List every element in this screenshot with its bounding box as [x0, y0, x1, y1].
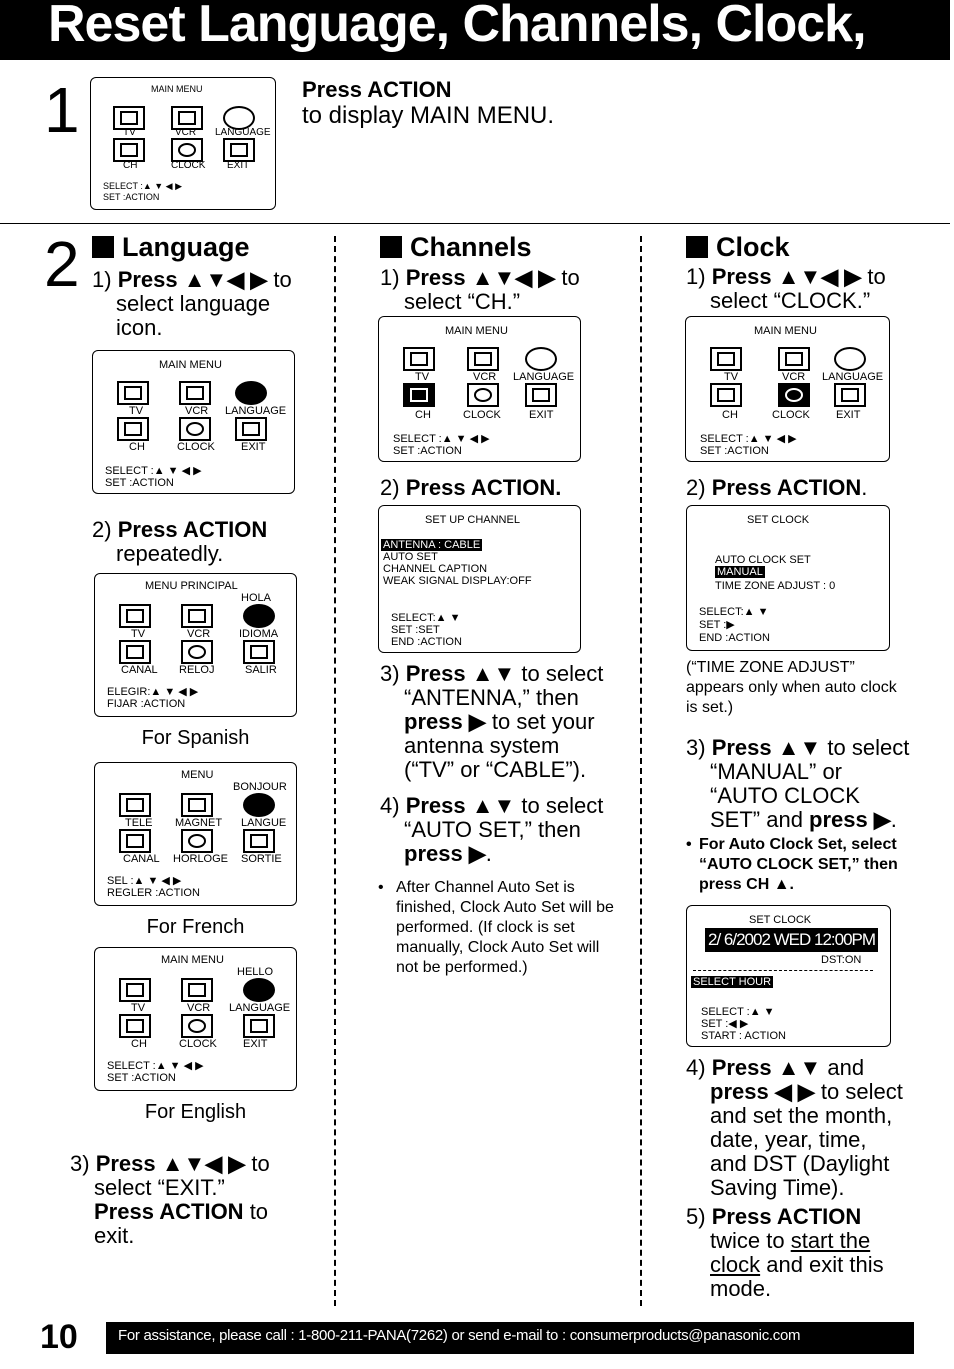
clock-label: CLOCK: [463, 409, 501, 421]
language-label: LANGUAGE: [215, 127, 271, 138]
step-text: select “EXIT.”: [94, 1175, 225, 1200]
clock-icon: [778, 383, 810, 407]
start-hint: START : ACTION: [701, 1030, 786, 1042]
main-menu-screen: [90, 77, 276, 210]
language-label: LANGUAGE: [513, 371, 575, 383]
language-step2: [92, 518, 322, 566]
tv-label: TV: [724, 371, 739, 383]
language-icon: [525, 347, 557, 371]
greeting-label: HOLA: [241, 592, 271, 604]
step-text: and exit this: [760, 1252, 884, 1277]
note-text: After Channel Auto Set is finished, Clock Auto Set will be performed. (If clock is set manually, Clock Auto Set will not be performed.): [396, 879, 614, 976]
separator: [693, 970, 873, 971]
vcr-icon: [181, 604, 213, 628]
screen-title: SET CLOCK: [749, 914, 812, 926]
exit-icon: [223, 138, 255, 162]
ch-label: CH: [722, 409, 738, 421]
screen-title: SET CLOCK: [747, 514, 810, 526]
exit-label: EXIT: [529, 409, 554, 421]
step-text: select “CLOCK.”: [710, 288, 871, 313]
french-caption: For French: [146, 916, 245, 938]
step-text: to select: [515, 793, 604, 818]
greeting-label: HELLO: [237, 966, 274, 978]
language-label: LANGUAGE: [822, 371, 884, 383]
select-hint: SELECT :▲ ▼ ◀ ▶: [107, 1060, 204, 1072]
select-hint: SELECT :▲ ▼ ◀ ▶: [393, 433, 490, 445]
clock-set-screen: [686, 905, 891, 1047]
step-text: to set your: [485, 709, 595, 734]
channels-note: [380, 878, 616, 978]
set-hint: SET :◀ ▶: [701, 1018, 749, 1030]
step-text-underlined: clock: [710, 1252, 761, 1277]
clock-label: HORLOGE: [173, 853, 229, 865]
clock-heading-text: Clock: [716, 232, 790, 262]
step-text: .: [861, 475, 868, 500]
antenna-icon: [119, 829, 151, 853]
language-step1: [92, 268, 322, 340]
square-bullet-icon: [380, 236, 402, 258]
step-text: to: [861, 264, 886, 289]
step-text: and: [821, 1055, 865, 1080]
step-action: Press ▲▼◀ ▶: [405, 265, 556, 290]
screen-title: MAIN MENU: [161, 954, 224, 966]
column-divider-1: [334, 236, 336, 1306]
antenna-icon: [113, 138, 145, 162]
step-action: press ▶: [809, 807, 891, 832]
language-icon: [834, 347, 866, 371]
tv-icon: [710, 347, 742, 371]
select-hour-highlight: SELECT HOUR: [693, 976, 772, 988]
set-hint: SET :ACTION: [393, 445, 462, 457]
language-label: LANGUAGE: [229, 1002, 291, 1014]
step-action: Press ▲▼: [711, 735, 822, 760]
step-index: 1): [92, 267, 118, 292]
weak-signal-option: WEAK SIGNAL DISPLAY:OFF: [383, 575, 532, 587]
screen-title: MAIN MENU: [754, 325, 817, 337]
end-hint: END :ACTION: [391, 636, 462, 648]
ch-label: CH: [131, 1038, 147, 1050]
tv-icon: [119, 793, 151, 817]
channels-heading: [380, 232, 532, 263]
step-action: Press ACTION: [94, 1199, 244, 1224]
language-label: LANGUE: [241, 817, 287, 829]
page-number: 10: [40, 1318, 78, 1356]
step-index: 2): [380, 475, 406, 500]
antenna-icon: [117, 417, 149, 441]
step-action: Press ▲▼◀ ▶: [95, 1151, 246, 1176]
step-text: “AUTO SET,” then: [404, 817, 581, 842]
clock-label: RELOJ: [179, 664, 215, 676]
exit-label: EXIT: [227, 160, 250, 171]
vcr-label: VCR: [185, 405, 209, 417]
datetime-display: 2/ 6/2002 WED 12:00PM: [705, 928, 878, 952]
clock-label: CLOCK: [171, 160, 206, 171]
step-index: 2): [92, 517, 118, 542]
set-hint: REGLER :ACTION: [107, 887, 200, 899]
auto-clock-option: AUTO CLOCK SET: [715, 554, 811, 566]
step-text: “ANTENNA,” then: [404, 685, 579, 710]
tv-icon: [119, 978, 151, 1002]
ch-label: CH: [123, 160, 138, 171]
spanish-menu-screen: [94, 573, 297, 717]
antenna-icon: [710, 383, 742, 407]
vcr-icon: [181, 978, 213, 1002]
select-hint: ELEGIR:▲ ▼ ◀ ▶: [107, 686, 199, 698]
step-action: press ▶: [404, 709, 486, 734]
timezone-option: TIME ZONE ADJUST : 0: [715, 580, 836, 592]
vcr-icon: [181, 793, 213, 817]
step-text: date, year, time,: [710, 1127, 867, 1152]
screen-title: MAIN MENU: [159, 359, 222, 371]
set-hint: SET :ACTION: [103, 192, 160, 202]
vcr-label: VCR: [782, 371, 806, 383]
greeting-label: BONJOUR: [233, 781, 287, 793]
exit-icon: [243, 1014, 275, 1038]
select-hint: SELECT :▲ ▼ ◀ ▶: [105, 465, 202, 477]
select-hint: SELECT :▲ ▼ ◀ ▶: [700, 433, 797, 445]
tv-label: TV: [123, 127, 136, 138]
step-number-1: 1: [44, 74, 80, 146]
language-heading: [92, 232, 250, 263]
tv-label: TELE: [125, 817, 153, 829]
screen-title: MAIN MENU: [151, 84, 203, 94]
channels-step1: [380, 266, 620, 314]
step-text: to select: [814, 1079, 903, 1104]
language-heading-text: Language: [122, 232, 250, 262]
step-index: 2): [686, 475, 712, 500]
exit-label: EXIT: [241, 441, 266, 453]
clock-icon: [181, 829, 213, 853]
vcr-icon: [778, 347, 810, 371]
channels-heading-text: Channels: [410, 232, 532, 262]
step1-line2: to display MAIN MENU.: [302, 102, 555, 129]
step-text: icon.: [116, 315, 163, 340]
step-text: to: [267, 267, 292, 292]
clock-icon: [467, 383, 499, 407]
step-action: Press ▲▼: [405, 793, 516, 818]
step-text: to select: [821, 735, 910, 760]
select-hint: SELECT:▲ ▼: [391, 612, 461, 624]
step-index: 4): [380, 793, 406, 818]
step-index: 1): [686, 264, 712, 289]
step-index: 3): [70, 1151, 96, 1176]
set-hint: SET :ACTION: [105, 477, 174, 489]
step-text: “AUTO CLOCK: [710, 783, 860, 808]
manual-option-highlight: MANUAL: [717, 566, 763, 578]
step-action: Press ▲▼: [405, 661, 516, 686]
language-icon: [235, 381, 267, 405]
clock-label: CLOCK: [177, 441, 215, 453]
main-menu-screen: [378, 316, 581, 462]
language-icon: [243, 978, 275, 1002]
step-text: “MANUAL” or: [710, 759, 843, 784]
exit-icon: [243, 640, 275, 664]
vcr-label: VCR: [473, 371, 497, 383]
set-hint: SET :ACTION: [107, 1072, 176, 1084]
vcr-icon: [467, 347, 499, 371]
step-text: and set the month,: [710, 1103, 893, 1128]
exit-icon: [834, 383, 866, 407]
clock-label: CLOCK: [772, 409, 810, 421]
step-text: exit.: [94, 1223, 135, 1248]
step-text-underlined: start the: [790, 1228, 871, 1253]
step-text: .: [485, 841, 492, 866]
tv-icon: [403, 347, 435, 371]
ch-label: CANAL: [121, 664, 158, 676]
clock-step1: [686, 265, 936, 313]
exit-label: SALIR: [245, 664, 277, 676]
antenna-option-highlight: ANTENNA : CABLE: [383, 539, 481, 551]
clock-icon: [171, 138, 203, 162]
step-action: press ▶: [404, 841, 486, 866]
channels-step2: [380, 476, 620, 500]
step-action: Press ACTION: [711, 475, 862, 500]
screen-title: MENU: [181, 769, 214, 781]
step-text: twice to: [710, 1228, 791, 1253]
step-number-2: 2: [44, 228, 80, 300]
step-text: (“TV” or “CABLE”).: [404, 757, 587, 782]
step-text: to: [243, 1199, 269, 1224]
step-index: 1): [380, 265, 406, 290]
main-menu-screen: [92, 350, 295, 494]
language-label: LANGUAGE: [225, 405, 287, 417]
language-step3: [70, 1152, 320, 1248]
exit-icon: [525, 383, 557, 407]
clock-icon: [179, 417, 211, 441]
step-text: select “CH.”: [404, 289, 521, 314]
ch-label: CH: [415, 409, 431, 421]
step-action: Press ▲▼◀ ▶: [711, 264, 862, 289]
vcr-icon: [179, 381, 211, 405]
step-text: select language: [116, 291, 271, 316]
exit-label: EXIT: [243, 1038, 268, 1050]
step1-line1: Press ACTION: [302, 77, 452, 102]
step-text: repeatedly.: [116, 541, 224, 566]
vcr-label: VCR: [187, 1002, 211, 1014]
antenna-icon: [403, 383, 435, 407]
exit-icon: [243, 829, 275, 853]
square-bullet-icon: [686, 236, 708, 258]
set-hint: FIJAR :ACTION: [107, 698, 186, 710]
set-hint: SET :▶: [699, 619, 735, 631]
step-text: .: [890, 807, 897, 832]
vcr-label: MAGNET: [175, 817, 223, 829]
clock-note: (“TIME ZONE ADJUST” appears only when auto clock is set.): [686, 659, 897, 716]
antenna-icon: [119, 640, 151, 664]
square-bullet-icon: [92, 236, 114, 258]
step-text: and DST (Daylight: [710, 1151, 890, 1176]
set-hint: SET :ACTION: [700, 445, 769, 457]
clock-heading: [686, 232, 790, 263]
step-action: Press ACTION: [711, 1204, 862, 1229]
channels-step3: [380, 662, 620, 782]
step-text: to select: [515, 661, 604, 686]
autoset-option: AUTO SET: [383, 551, 438, 563]
channels-step4: [380, 794, 620, 866]
bullet-text: For Auto Clock Set, select “AUTO CLOCK SET,” then press CH ▲.: [699, 836, 898, 893]
setup-channel-screen: [378, 505, 581, 653]
step-action: Press ▲▼: [711, 1055, 822, 1080]
set-clock-screen: [686, 505, 890, 651]
ch-label: CANAL: [123, 853, 160, 865]
column-divider-2: [640, 236, 642, 1306]
assistance-text: For assistance, please call : 1-800-211-PANA(7262) or send e-mail to : consumerproducts@panasonic.com: [118, 1327, 801, 1344]
vcr-label: VCR: [175, 127, 197, 138]
end-hint: END :ACTION: [699, 632, 770, 644]
english-menu-screen: [94, 947, 297, 1091]
tv-label: TV: [131, 1002, 146, 1014]
ch-label: CH: [129, 441, 145, 453]
screen-title: SET UP CHANNEL: [425, 514, 520, 526]
step-text: to: [555, 265, 580, 290]
clock-step5: [686, 1205, 936, 1301]
bullet-icon: •: [378, 879, 384, 896]
language-label: IDIOMA: [239, 628, 279, 640]
language-icon: [243, 604, 275, 628]
antenna-icon: [119, 1014, 151, 1038]
select-hint: SELECT :▲ ▼: [701, 1006, 775, 1018]
step-action: Press ACTION: [117, 517, 268, 542]
set-hint: SET :SET: [391, 624, 440, 636]
clock-icon: [181, 640, 213, 664]
step-action: Press ACTION.: [405, 475, 562, 500]
page-title: Reset Language, Channels, Clock,: [48, 0, 866, 53]
step-index: 4): [686, 1055, 712, 1080]
step-text: antenna system: [404, 733, 560, 758]
clock-label: CLOCK: [179, 1038, 217, 1050]
vcr-label: VCR: [187, 628, 211, 640]
step-action: press ◀ ▶: [710, 1079, 815, 1104]
step-text: SET” and: [710, 807, 810, 832]
step-index: 5): [686, 1204, 712, 1229]
step-text: Saving Time).: [710, 1175, 845, 1200]
dst-indicator: DST:ON: [821, 954, 862, 966]
french-menu-screen: [94, 762, 297, 906]
main-menu-screen: [685, 316, 890, 462]
screen-title: MENU PRINCIPAL: [145, 580, 238, 592]
exit-icon: [235, 417, 267, 441]
exit-label: SORTIE: [241, 853, 282, 865]
clock-step4: [686, 1056, 936, 1200]
select-hint: SEL :▲ ▼ ◀ ▶: [107, 875, 182, 887]
step-index: 3): [686, 735, 712, 760]
divider: [0, 223, 950, 224]
exit-label: EXIT: [836, 409, 861, 421]
spanish-caption: For Spanish: [141, 727, 250, 749]
tv-icon: [117, 381, 149, 405]
step-action: Press ▲▼◀ ▶: [117, 267, 268, 292]
tv-icon: [119, 604, 151, 628]
clock-step3: [686, 736, 936, 832]
clock-step2: [686, 476, 936, 500]
english-caption: For English: [144, 1101, 247, 1123]
tv-label: TV: [129, 405, 144, 417]
select-hint: SELECT:▲ ▼: [699, 606, 769, 618]
step-index: 3): [380, 661, 406, 686]
caption-option: CHANNEL CAPTION: [383, 563, 488, 575]
tv-label: TV: [415, 371, 430, 383]
step-text: mode.: [710, 1276, 772, 1301]
step-text: to: [245, 1151, 270, 1176]
screen-title: MAIN MENU: [445, 325, 508, 337]
tv-label: TV: [131, 628, 146, 640]
language-icon: [243, 793, 275, 817]
select-hint: SELECT :▲ ▼ ◀ ▶: [103, 181, 183, 191]
bullet-icon: •: [686, 836, 692, 853]
clock-icon: [181, 1014, 213, 1038]
clock-bullet: [686, 835, 912, 895]
